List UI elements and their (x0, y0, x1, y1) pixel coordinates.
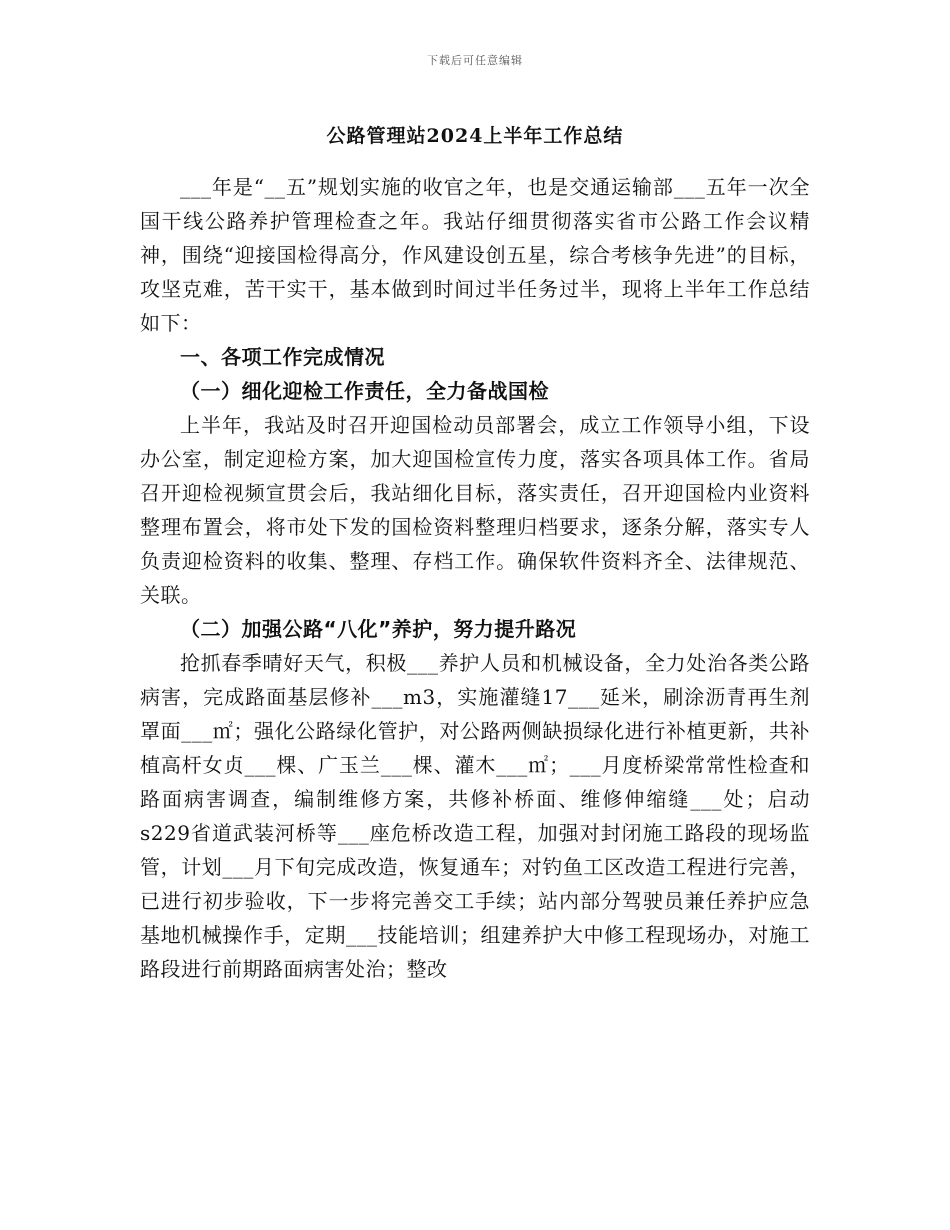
section-heading: 一、各项工作完成情况 (180, 345, 385, 369)
subsection-paragraph-1: 上半年，我站及时召开迎国检动员部署会，成立工作领导小组，下设办公室，制定迎检方案，加大迎国检宣传力度，落实各项具体工作。省局召开迎检视频宣贯会后，我站细化目标，落实责任，召开迎国检内业资料整理布置会，将市处下发的国检资料整理归档要求，逐条分解，落实专人负责迎检资料的收集、整理、存档工作。确保软件资料齐全、法律规范、关联。 (140, 413, 810, 607)
subsection-heading-2: （二）加强公路“八化”养护，努力提升路况 (180, 617, 577, 641)
subsection-heading-1: （一）细化迎检工作责任，全力备战国检 (180, 379, 549, 403)
intro-paragraph: ___年是“__五”规划实施的收官之年，也是交通运输部___五年一次全国干线公路养护管理检查之年。我站仔细贯彻落实省市公路工作会议精神，围绕“迎接国检得高分，作风建设创五星，综合考核争先进”的目标，攻坚克难，苦干实干，基本做到时间过半任务过半，现将上半年工作总结如下： (140, 175, 810, 335)
document-title: 公路管理站2024上半年工作总结 (326, 125, 624, 147)
header-note: 下载后可任意编辑 (427, 54, 523, 67)
subsection-paragraph-2: 抢抓春季晴好天气，积极___养护人员和机械设备，全力处治各类公路病害，完成路面基层修补___m3，实施灌缝17___延米，刷涂沥青再生剂罩面___㎡；强化公路绿化管护，对公路两侧缺损绿化进行补植更新，共补植高杆女贞___棵、广玉兰___棵、灌木___㎡；___月度桥梁常常性检查和路面病害调查，编制维修方案，共修补桥面、维修伸缩缝___处；启动s229省道武装河桥等___座危桥改造工程，加强对封闭施工路段的现场监管，计划___月下旬完成改造，恢复通车；对钓鱼工区改造工程进行完善，已进行初步验收，下一步将完善交工手续；站内部分驾驶员兼任养护应急基地机械操作手，定期___技能培训；组建养护大中修工程现场办，对施工路段进行前期路面病害处治；整改 (140, 651, 810, 981)
document-body (140, 170, 810, 986)
